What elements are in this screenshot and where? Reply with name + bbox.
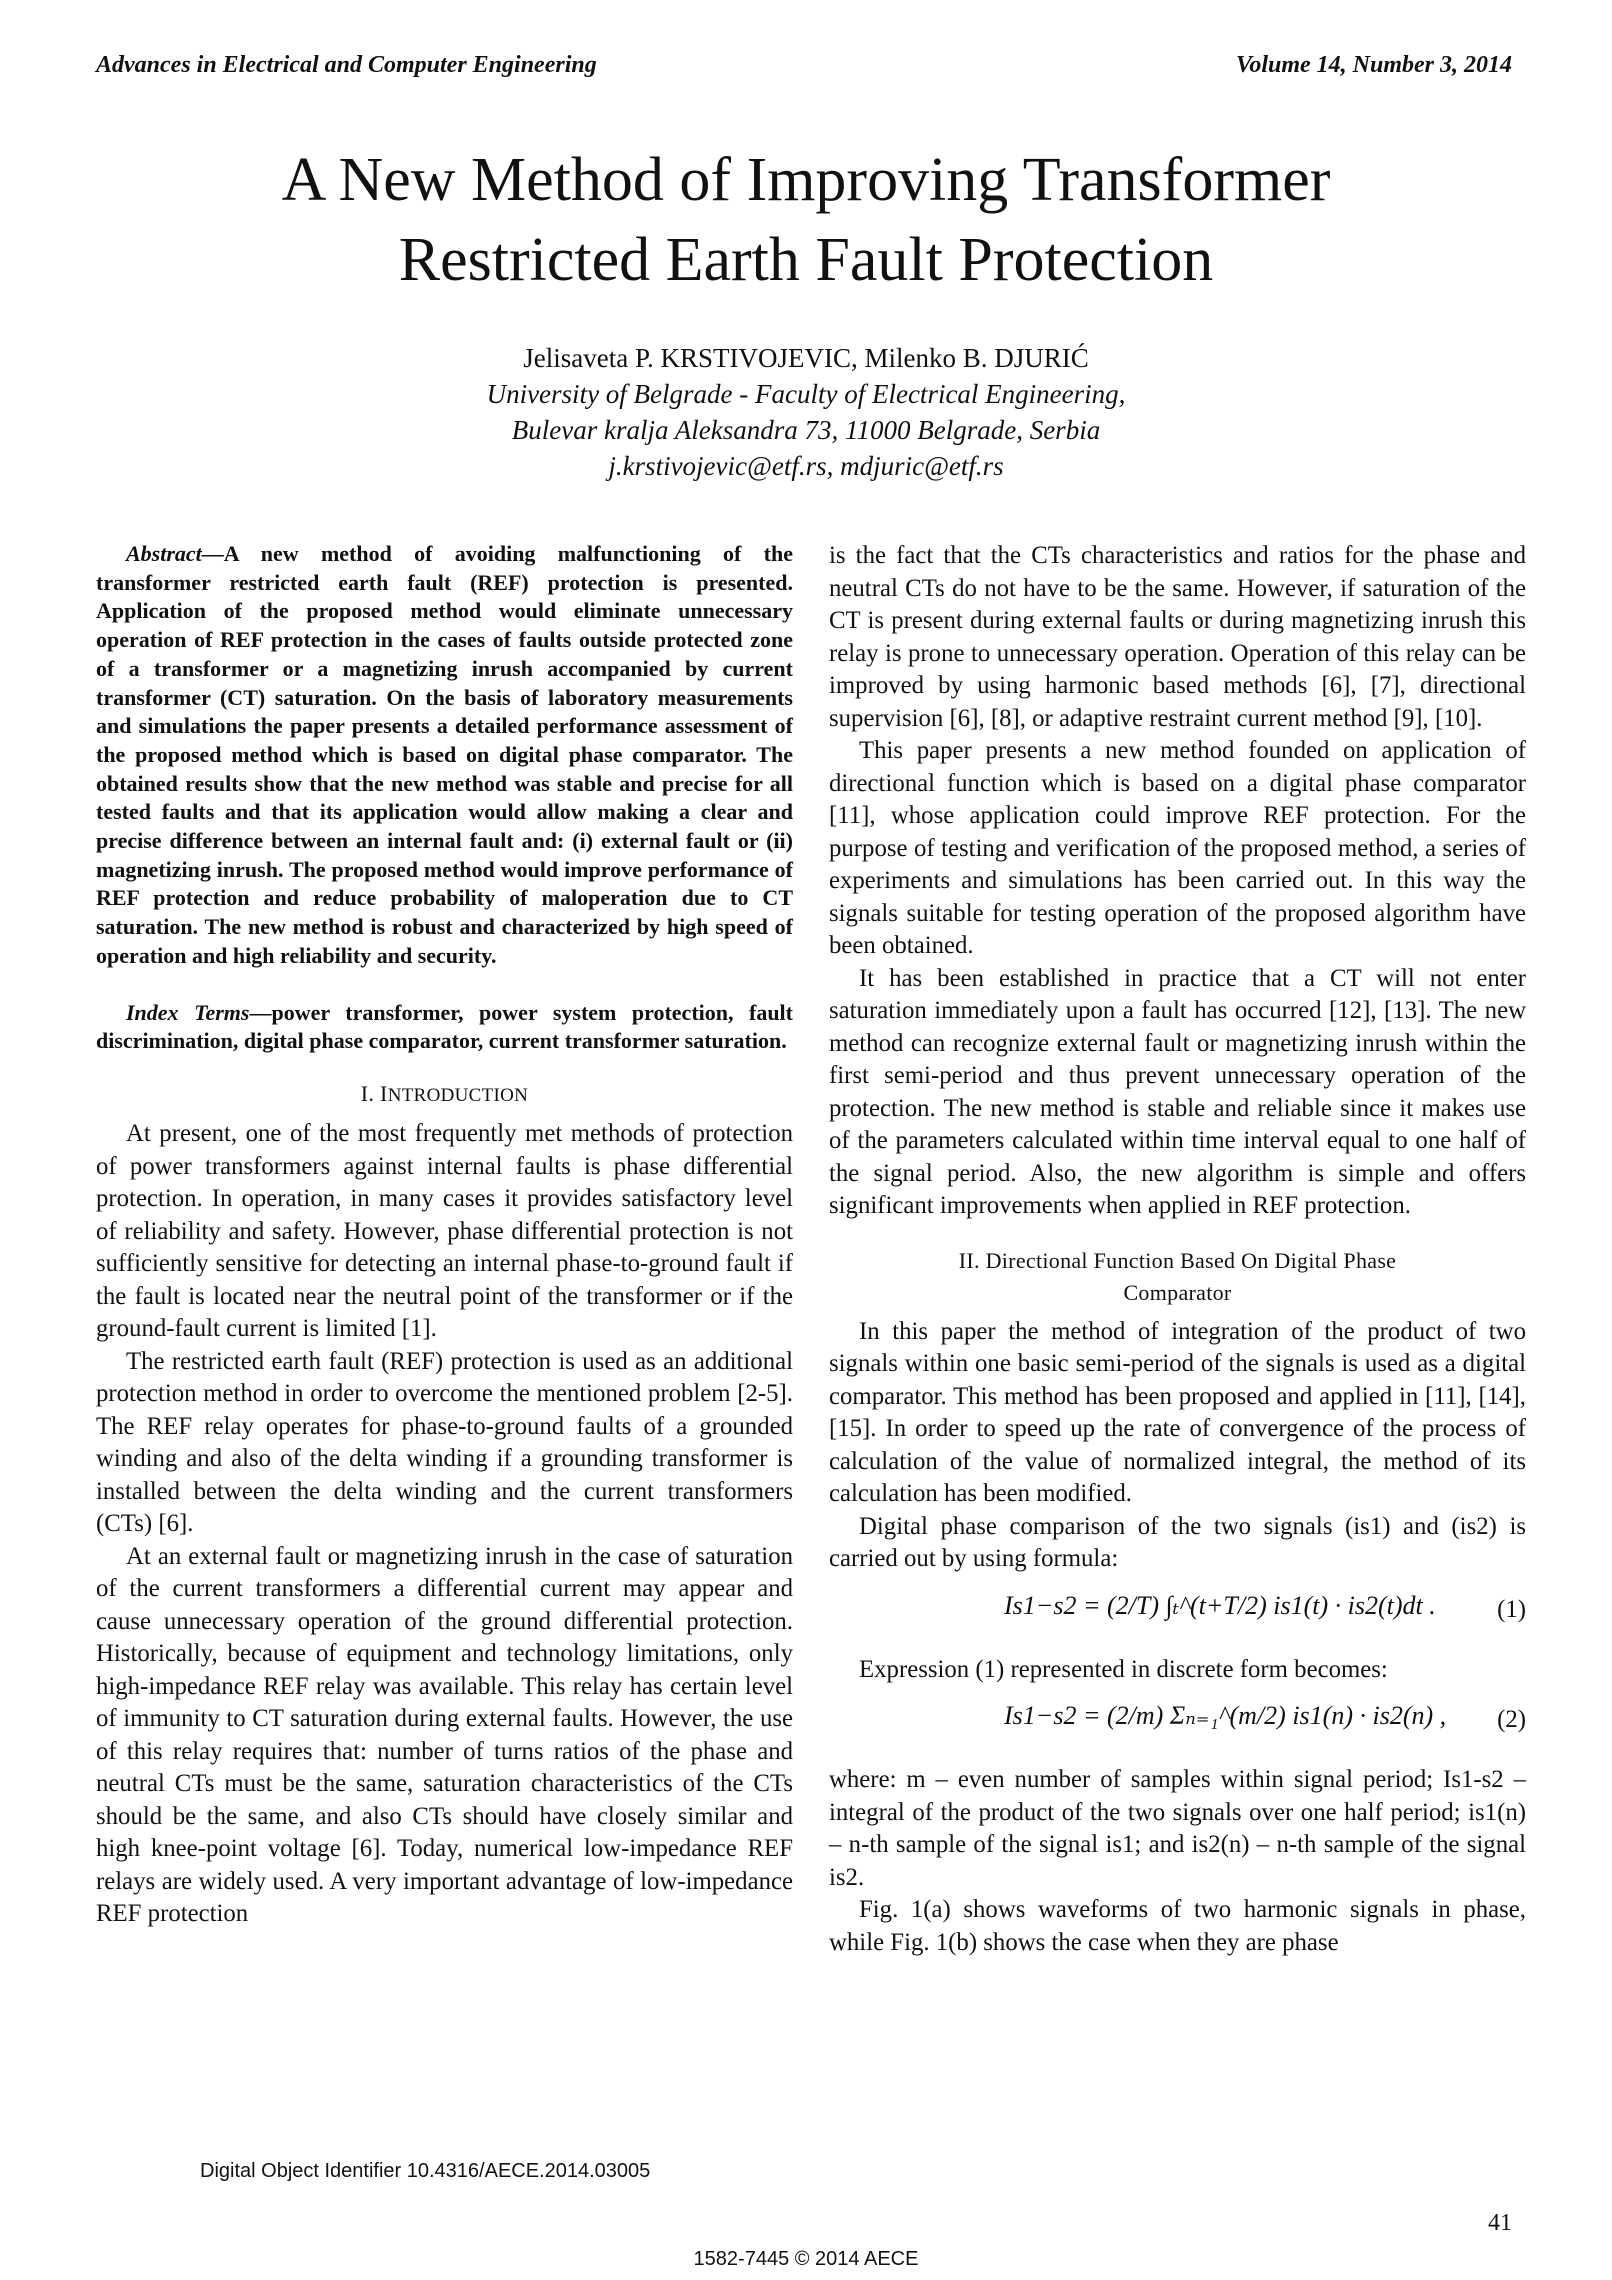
abstract-text: —A new method of avoiding malfunctioning of the transformer restricted earth fault (REF) protection is presented. Application of the proposed method would eliminate unnecessary operation of REF protection in the cases of faults outside protected zone of a transformer or a magnetizing inrush accompanied by current transformer (CT) saturation. On the basis of laboratory measurements and simulations the paper presents a detailed performance assessment of the proposed method which is based on digital phase comparator. The obtained results show that the new method was stable and precise for all tested faults and that its application would allow making a clear and precise difference between an internal fault and: (i) external fault or (ii) magnetizing inrush. The proposed method would improve performance of REF protection and reduce probability of maloperation due to CT saturation. The new method is robust and characterized by high speed of operation and high reliability and security. xyxy=(96,541,793,968)
equation-1 xyxy=(829,1576,1526,1654)
index-terms xyxy=(96,999,793,1056)
section2-heading-line-2: Comparator xyxy=(1123,1280,1232,1305)
issn-footer: 1582-7445 © 2014 AECE xyxy=(693,2248,919,2270)
author-emails: j.krstivojevic@etf.rs, mdjuric@etf.rs xyxy=(608,451,1004,481)
equation-1-number: (1) xyxy=(1497,1595,1526,1623)
intro-paragraph-4: This paper presents a new method founded on application of directional function which is based on a digital phase comparator [11], whose application could improve REF protection. For the purpose of testing and verification of the proposed method, a series of experiments and simulations has been carried out. In this way the signals suitable for testing operation of the proposed algorithm have been obtained. xyxy=(829,737,1526,959)
right-column xyxy=(829,540,1526,1959)
title-line-2: Restricted Earth Fault Protection xyxy=(398,226,1214,294)
section-heading-directional-function xyxy=(829,1245,1526,1310)
author-block xyxy=(0,340,1612,484)
index-terms-label: Index Terms xyxy=(126,999,250,1025)
journal-name: Advances in Electrical and Computer Engineering xyxy=(96,52,597,78)
section-heading-initial: I xyxy=(380,1080,388,1106)
section-heading-introduction xyxy=(96,1078,793,1113)
page-number: 41 xyxy=(1488,2210,1512,2236)
title-line-1: A New Method of Improving Transformer xyxy=(281,146,1331,214)
doi-footer: Digital Object Identifier 10.4316/AECE.2014.03005 xyxy=(200,2160,651,2182)
left-column xyxy=(96,540,793,1931)
intro-paragraph-3: At an external fault or magnetizing inrush in the case of saturation of the current transformers a differential current may appear and cause unnecessary operation of the ground differential protection. Historically, because of equipment and technology limitations, only high-impedance REF relay was available. This relay has certain level of immunity to CT saturation during external faults. However, the use of this relay requires that: number of turns ratios of the phase and neutral CTs must be the same, saturation characteristics of the CTs should be the same, and also CTs should have closely similar and high knee-point voltage [6]. Today, numerical low-impedance REF relays are widely used. A very important advantage of low-impedance REF protection xyxy=(96,1542,793,1928)
equation-2-number: (2) xyxy=(1497,1706,1526,1733)
intro-paragraph-2: The restricted earth fault (REF) protection is used as an additional protection method in order to overcome the mentioned problem [2-5]. The REF relay operates for phase-to-ground faults of a grounded winding and also of the delta winding if a grounding transformer is installed between the delta winding and the current transformers (CTs) [6]. xyxy=(96,1347,793,1538)
volume-info: Volume 14, Number 3, 2014 xyxy=(1235,52,1512,78)
section2-paragraph-5: Fig. 1(a) shows waveforms of two harmonic signals in phase, while Fig. 1(b) shows the case when they are phase xyxy=(829,1896,1526,1956)
section-numeral: I. xyxy=(360,1080,375,1106)
section-heading-rest: NTRODUCTION xyxy=(387,1084,529,1106)
abstract xyxy=(96,540,793,971)
equation-2-body: Is1−s2 = (2/m) Σₙ₌₁^(m/2) is1(n) · is2(n) , xyxy=(1004,1701,1447,1730)
intro-paragraph-5: It has been established in practice that a CT will not enter saturation immediately upon a fault has occurred [12], [13]. The new method can recognize external fault or magnetizing inrush within the first semi-period and thus prevent unnecessary operation of the protection. The new method is stable and reliable since it makes use of the parameters calculated within time interval equal to one half of the signal period. Also, the new algorithm is simple and offers significant improvements when applied in REF protection. xyxy=(829,964,1526,1219)
author-names: Jelisaveta P. KRSTIVOJEVIC, Milenko B. DJURIĆ xyxy=(523,343,1089,373)
equation-1-body: Is1−s2 = (2/T) ∫ₜ^(t+T/2) is1(t) · is2(t)dt . xyxy=(1004,1590,1436,1620)
section2-paragraph-2: Digital phase comparison of the two signals (is1) and (is2) is carried out by using formula: xyxy=(829,1512,1526,1572)
intro-paragraph-continued: is the fact that the CTs characteristics and ratios for the phase and neutral CTs do not have to be the same. However, if saturation of the CT is present during external faults or during magnetizing inrush this relay is prone to unnecessary operation. Operation of this relay can be improved by using harmonic based methods [6], [7], directional supervision [6], [8], or adaptive restraint current method [9], [10]. xyxy=(829,542,1526,732)
affiliation-line-2: Bulevar kralja Aleksandra 73, 11000 Belgrade, Serbia xyxy=(511,415,1101,445)
intro-paragraph-1: At present, one of the most frequently met methods of protection of power transformers against internal faults is phase differential protection. In operation, in many cases it provides satisfactory level of reliability and safety. However, phase differential protection is not sufficiently sensitive for detecting an internal phase-to-ground fault if the fault is located near the neutral point of the transformer or if the ground-fault current is limited [1]. xyxy=(96,1120,793,1343)
section2-paragraph-1: In this paper the method of integration of the product of two signals within one basic semi-period of the signals is used as a digital comparator. This method has been proposed and applied in [11], [14], [15]. In order to speed up the rate of convergence of the process of calculation of the value of normalized integral, the method of its calculation has been modified. xyxy=(829,1317,1526,1507)
affiliation-line-1: University of Belgrade - Faculty of Electrical Engineering, xyxy=(486,379,1126,409)
section2-paragraph-4: where: m – even number of samples within signal period; Is1-s2 – integral of the product of the two signals over one half period; is1(n) – n-th sample of the signal is1; and is2(n) – n-th sample of the signal is2. xyxy=(829,1766,1526,1891)
section2-paragraph-3: Expression (1) represented in discrete form becomes: xyxy=(859,1655,1388,1683)
paper-title xyxy=(0,140,1612,300)
equation-2 xyxy=(829,1686,1526,1764)
section2-heading-line-1: II. Directional Function Based On Digital Phase xyxy=(958,1247,1397,1273)
abstract-label: Abstract xyxy=(126,541,202,566)
index-terms-text: —power transformer, power system protection, fault discrimination, digital phase comparator, current transformer saturation. xyxy=(96,999,793,1054)
